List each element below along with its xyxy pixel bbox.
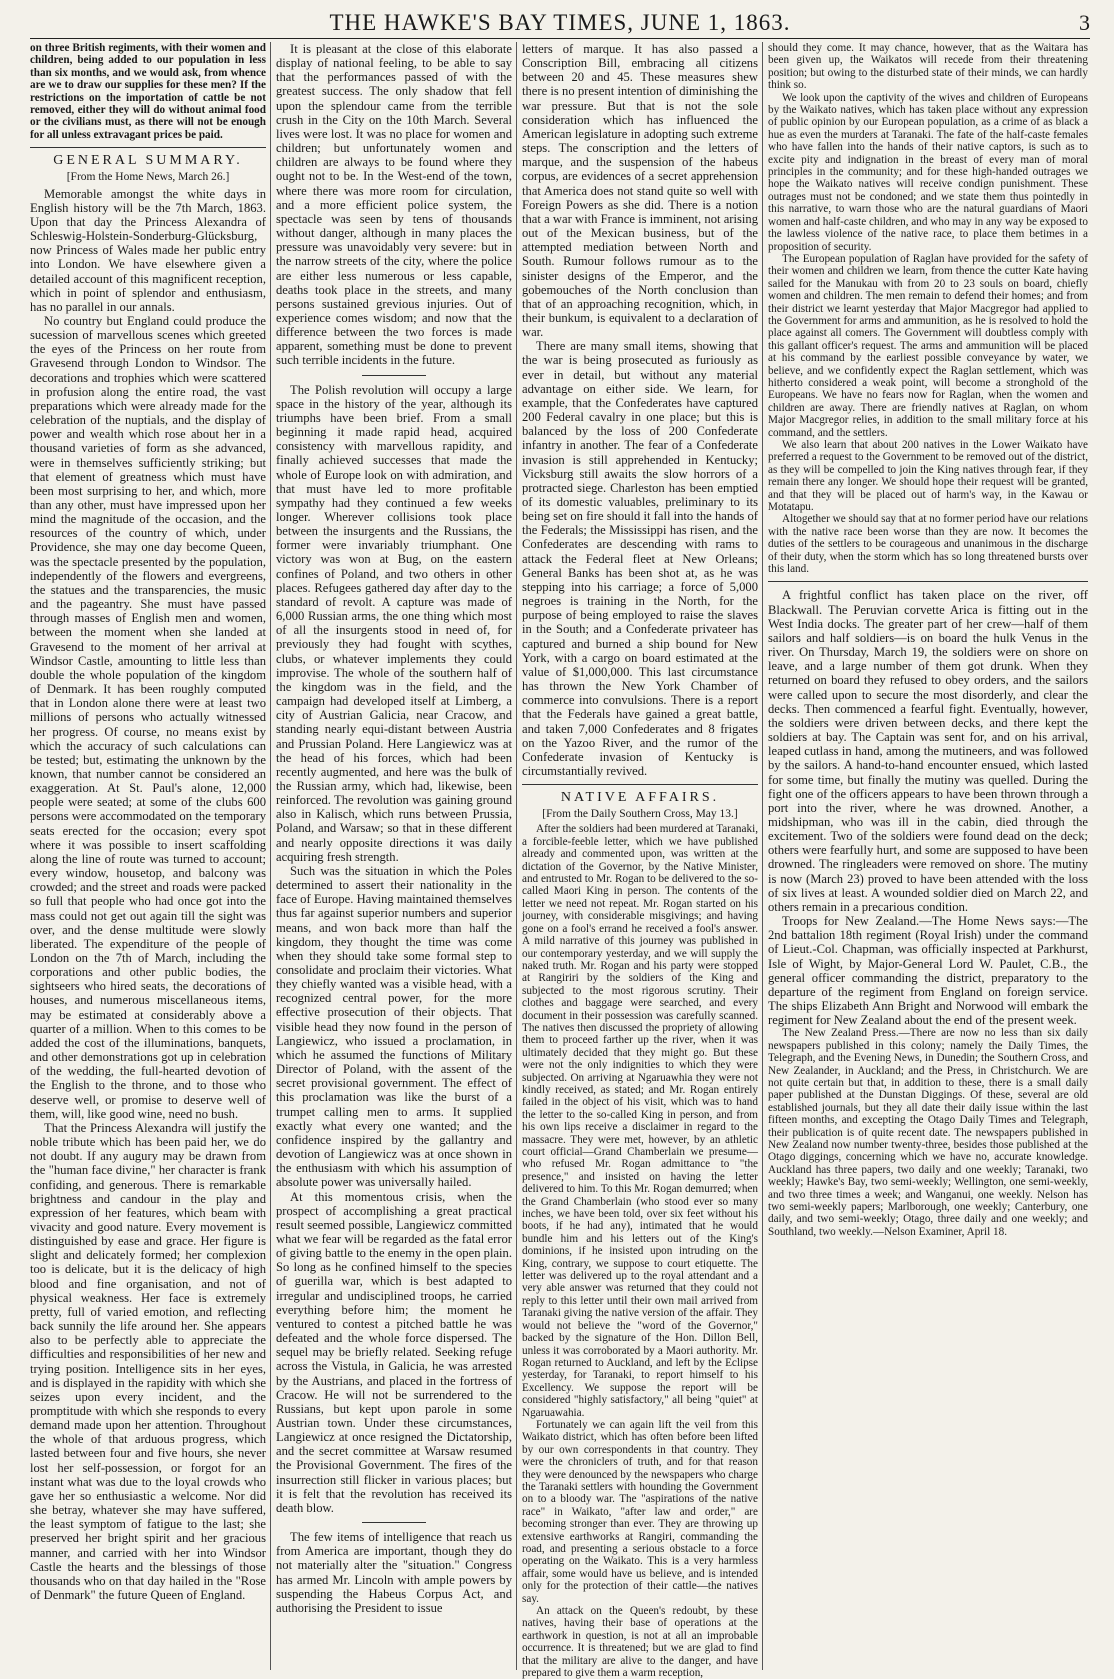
article-paragraph: We also learn that about 200 natives in the Lower Waikato have preferred a request to the Government to be removed out of the district, as they will be compelled to join the King natives through fear, if they remain there any longer. We should hope their request will be granted, and that they will be placed out of harm's way, in the Kawau or Motatapu.	[768, 439, 1088, 514]
section-divider	[30, 147, 266, 148]
article-paragraph: No country but England could produce the sucession of marvellous scenes which greeted the eyes of the Princess on her route from Gravesend through London to Windsor. The decorations and trophies which were scattered in profusion along the entire road, the vast preparations which were already made for the celebration of the nuptials, and the display of power and wealth which rose about her in a thousand varieties of form as she advanced, were in themselves sufficiently striking; but that element of greatness which must have been most surprising to her, and which, more than any other, must have impressed upon her mind the magnitude of the occasion, and the resources of the country of which, under Providence, she may one day become Queen, was the spectacle presented by the population, independently of the flowers and evergreens, the statues and the transparencies, the music and the pageantry. She must have passed through masses of English men and women, between the moment when she landed at Gravesend to the moment of her arrival at Windsor Castle, amounting to little less than double the whole population of the kingdom of Denmark. It has been roughly computed that in London alone there were at least two millions of persons who actually witnessed her progress. Of course, no means exist by which the accuracy of such calculations can be tested; but, estimating the unknown by the known, that number cannot be considered an exaggeration. At St. Paul's alone, 12,000 people were seated; at some of the clubs 600 persons were accommodated on the temporary seats erected for the occasion; every spot where it was possible to insert scaffolding along the line of route was turned to account; every window, housetop, and balcony was crowded; and the street and roads were packed so full that people who had once got into the mass could not get out again till the sight was over, and the dense multitude were slowly liberated. The expenditure of the people of London on the 7th of March, including the corporations and other public bodies, the sightseers who hired seats, the decorations of houses, and numerous miscellaneous items, may be estimated at considerably above a quarter of a million. When to this comes to be added the cost of the illuminations, banquets, and other demonstrations got up in celebration of the wedding, the full-hearted devotion of the English to the throne, and to those who deserve well, or promise to deserve well of them, will, like good wine, need no bush.	[30, 313, 266, 1121]
article-paragraph: The few items of intelligence that reach us from America are important, though they do not materially alter the "situation." Congress has armed Mr. Lincoln with ample powers by suspending the Habeus Corpus Act, and authorising the President to issue	[276, 1530, 512, 1615]
article-paragraph: Such was the situation in which the Poles determined to assert their nationality in the face of Europe. Having maintained themselves thus far against superior numbers and superior means, and won back more than half the kingdom, they thought the time was come when they should take some formal step to consolidate and proclaim their victories. What they chiefly wanted was a visible head, with a recognized central power, for the more effective prosecution of their objects. That visible head they now found in the person of Langiewicz, who issued a proclamation, in which he assumed the functions of Military Director of Poland, with the assent of the secret provisional government. The effect of this proclamation was like the burst of a trumpet calling men to arms. It supplied exactly what every one wanted; and the confidence inspired by the gallantry and devotion of Langiewicz was at once shown in the enthusiasm with which his assumption of absolute power was universally hailed.	[276, 863, 512, 1190]
source-line: [From the Home News, March 26.]	[66, 171, 230, 184]
article-paragraph: There are many small items, showing that the war is being prosecuted as furiously as ever in detail, but without any material advantage on either side. We learn, for example, that the Confederates have captured 200 Federal cavalry in one place; but this is balanced by the loss of 200 Confederate infantry in another. The fear of a Confederate invasion is still apprehended in Kentucky; Vicksburg still awaits the slow horrors of a protracted siege. Charleston has been emptied of its domestic valuables, preliminary to its being set on fire should it fall into the hands of the Federals; the Mississippi has risen, and the Confederates are descending with rams to attack the Federal fleet at New Orleans; General Banks has been shot at, as he was stepping into his carriage; a force of 5,000 negroes is training in the North, for the purpose of being employed to raise the slaves in the South; and a Confederate privateer has captured and burned a ship bound for New York, with a cargo on board estimated at the value of $1,000,000. This last circumstance has thrown the New York Chamber of commerce into convulsions. There is a report that the Federals have gained a great battle, and taken 7,000 Confederates and 8 frigates on the Yazoo River, and the rumor of the Confederate invasion of Kentucky is circumstantially revived.	[522, 339, 758, 778]
column-4	[768, 42, 1088, 1670]
column-1	[30, 42, 266, 1670]
column-rule	[516, 42, 517, 1670]
page-number: 3	[1079, 10, 1090, 35]
column-rule	[762, 42, 763, 1670]
article-paragraph: It is pleasant at the close of this elaborate display of national feeling, to be able to say that the performances passed of with the greatest success. The only shadow that fell upon the splendour came from the terrible crush in the City on the 10th March. Several lives were lost. It was no place for women and children; but unfortunately women and children are always to be found where they ought not to be. In the West-end of the town, where there was more room for circulation, and a more efficient police system, the spectacle was seen by tens of thousands without danger, although in many places the pressure was unavoidably very severe: but in the narrow streets of the city, where the police are either less numerous or less capable, deaths took place in the streets, and many persons sustained grevious injuries. Out of experience comes wisdom; and now that the difference between the two forces is made apparent, something must be done to prevent such terrible incidents in the future.	[276, 42, 512, 368]
lead-in-paragraph: on three British regiments, with their women and children, being added to our population in less than six months, and we would ask, from whence are we to draw our supplies for these men? If the restrictions on the importation of cattle be not removed, either they will do without animal food or the civilians must, as there will not be enough for all unless extravagant prices be paid.	[30, 42, 266, 141]
section-heading-native-affairs: NATIVE AFFAIRS.	[560, 790, 720, 806]
masthead	[30, 8, 1090, 39]
section-divider	[768, 581, 1088, 582]
article-paragraph: We look upon the captivity of the wives and children of Europeans by the Waikato natives, which has taken place without any expression of public opinion by our European population, as a crime of as black a hue as even the murders at Taranaki. The fate of the half-caste females who have fallen into the hands of their native captors, is such as to excite pity and indignation in the breast of every man of moral principles in the community; and for these high-handed outrages we hope the Waikato natives will receive condign punishment. These outrages must not be condoned; and we state them thus pointedly in this narrative, to warn those who are the natural guardians of Maori women and half-caste children, and who may in any way be exposed to the lawless violence of the native race, to place them betimes in a proposition of security.	[768, 91, 1088, 253]
article-paragraph: The European population of Raglan have provided for the safety of their women and children we learn, from thence the cutter Kate having sailed for the Manukau with from 20 to 23 souls on board, chiefly women and children. The men remain to defend their homes; and from their district we learnt yesterday that Major Macgregor had applied to the Government for arms and ammunition, as he is resolved to hold the place against all comers. The Government will doubtless comply with this gallant officer's request. The arms and ammunition will be placed at his command by the earliest possible conveyance by water, we believe, and we confidently expect the Raglan settlement, which was hitherto considered a weak point, will become a stronghold of the Europeans. We have no fears now for Raglan, when the women and children are away. There are friendly natives at Raglan, on whom Major Macgregor relies, in addition to the small military force at his command, and the settlers.	[768, 252, 1088, 439]
article-paragraph: That the Princess Alexandra will justify the noble tribute which has been paid her, we do not doubt. If any augury may be drawn from the "human face divine," her character is frank confiding, and generous. There is remarkable brightness and candour in the play and expression of her features, which beam with vivacity and good nature. Every movement is distinguished by ease and grace. Her figure is slight and delicately formed; her complexion too is delicate, but it is the delicacy of high blood and fine organisation, and not of physical weakness. Her face is extremely pretty, full of varied emotion, and reflecting back sunnily the life around her. She appears also to be perfectly able to appreciate the difficulties and responsibilities of her new and trying position. Intelligence sits in her eyes, and is displayed in the rapidity with which she seizes upon every incident, and the promptitude with which she responds to every demand made upon her attention. Throughout the whole of that arduous progress, which lasted between four and five hours, she never lost her self-possession, or forgot for an instant what was due to the loyal crowds who gave her so enthusiastic a welcome. Nor did she betray, whatever she may have suffered, the least symptom of fatigue to the last; she preserved her bright spirit and her gracious manner, and carried with her into Windsor Castle the hearts and the blessings of those thousands who on that day hailed in the "Rose of Denmark" the future Queen of England.	[30, 1120, 266, 1603]
article-paragraph: The Polish revolution will occupy a large space in the history of the year, although its triumphs have been brief. From a small beginning it made rapid head, acquired consistency with marvellous rapidity, and finally achieved successes that made the whole of Europe look on with admiration, and that must have led to more profitable sympathy had they continued a few weeks longer. Wherever collisions took place between the insurgents and the Russians, the former were invariably triumphant. One victory was won at Bug, on the eastern confines of Poland, and two others in other places. Refugees gathered day after day to the standard of revolt. A capture was made of 6,000 Russian arms, the one thing which most of all the insurgents stood in need of, for previously they had fought with scythes, clubs, or whatever implements they could improvise. The whole of the southern half of the kingdom was in the field, and the campaign had developed itself at Limberg, a city of Austrian Galicia, near Cracow, and standing nearly equi-distant between Austria and Prussian Poland. Here Langiewicz was at the head of his forces, which had been recently augmented, and here was the bulk of the Russian army, which had, likewise, been reinforced. The revolution was gaining ground also in Kalisch, which runs between Prussia, Poland, and Warsaw; so that in these different and nearly opposite directions it was daily acquiring fresh strength.	[276, 382, 512, 864]
article-paragraph: Troops for New Zealand.—The Home News says:—The 2nd battalion 18th regiment (Royal Irish) under the command of Lieut.-Col. Chapman, was officially inspected at Parkhurst, Isle of Wight, by Major-General Lord W. Paulet, C.B., the general officer commanding the district, preparatory to the departure of the regiment from England on foreign service. The ships Elizabeth Ann Bright and Norwood will embark the regiment for New Zealand about the end of the present week.	[768, 914, 1088, 1028]
article-paragraph: At this momentous crisis, when the prospect of accomplishing a great practical result seemed possible, Langiewicz committed what we fear will be regarded as the fatal error of giving battle to the enemy in the open plain. So long as he confined himself to the species of guerilla war, which is best adapted to irregular and undisciplined troops, he carried everything before him; the moment he ventured to contest a pitched battle he was defeated and the whole force dispersed. The sequel may be briefly related. Seeking refuge across the Vistula, in Galicia, he was arrested by the Austrians, and placed in the fortress of Cracow. He will not be surrendered to the Russians, but kept upon parole in some Austrian town. Under these circumstances, Langiewicz at once resigned the Dictatorship, and the secret committee at Warsaw resumed the Provisional Government. The fires of the insurrection still flicker in various places; but it is felt that the revolution has received its death blow.	[276, 1189, 512, 1515]
article-paragraph: Fortunately we can again lift the veil from this Waikato district, which has often before been lifted by our own correspondents in that country. They were the chroniclers of truth, and for that reason they were denounced by the newspapers who charge the Taranaki settlers with hounding the Government on to a bloody war. The "aspirations of the native race" in Waikato, "after law and order," are becoming stronger than ever. They are throwing up extensive earthworks at Rangiri, commanding the road, and presenting a serious obstacle to a force operating on the Waikato. This is a very harmless affair, some would have us believe, and is intended only for the protection of their cattle—the natives say.	[522, 1418, 758, 1605]
section-heading-general-summary: GENERAL SUMMARY.	[53, 153, 243, 169]
article-paragraph: Memorable amongst the white days in English history will be the 7th March, 1863. Upon that day the Princess Alexandra of Schleswig-Holstein-Sonderburg-Glücksburg, now Princess of Wales made her public entry into London. We have elsewhere given a detailed account of this magnificent reception, which in point of splendor and enthusiasm, has no parallel in our annals.	[30, 186, 266, 314]
newspaper-title: THE HAWKE'S BAY TIMES, JUNE 1, 1863.	[329, 10, 791, 35]
article-paragraph: letters of marque. It has also passed a Conscription Bill, embracing all citizens between 20 and 45. These measures shew there is no present intention of diminishing the war pressure. But that is not the sole consideration which has influenced the American legislature in adopting such extreme steps. The conscription and the letters of marque, and the suspension of the habeus corpus, are evidences of a secret apprehension that America does not stand quite so well with Foreign Powers as she did. There is a notion that a war with France is imminent, not arising out of the Mexican business, but of the attempted mediation between North and South. Rumour follows rumour as to the sinister designs of the Emperor, and the gobemouches of the North conclusion than that of an approaching recognition, which, in their bunkum, is equivalent to a declaration of war.	[522, 42, 758, 340]
short-divider	[362, 1522, 426, 1523]
section-divider	[522, 784, 758, 785]
column-3	[522, 42, 758, 1679]
column-2	[276, 42, 512, 1670]
article-paragraph: should they come. It may chance, however, that as the Waitara has been given up, the Waikatos will recede from their threatening position; but owing to the disturbed state of their minds, we can hardly think so.	[768, 42, 1088, 92]
article-paragraph: An attack on the Queen's redoubt, by these natives, having their base of operations at the earthwork in question, is not at all an improbable occurrence. It is threatened; but we are glad to find that the military are alive to the danger, and have prepared to give them a warm reception,	[522, 1605, 758, 1679]
source-line: [From the Daily Southern Cross, May 13.]	[542, 808, 738, 821]
article-paragraph: The New Zealand Press.—There are now no less than six daily newspapers published in this colony; namely the Daily Times, the Telegraph, and the Evening News, in Dunedin; the Southern Cross, and New Zealander, in Auckland; and the Press, in Christchurch. We are not quite certain but that, in addition to these, there is a small daily paper published at the Dunstan Diggings. Of these, several are old established journals, but they all date their daily issue within the last fifteen months, and excepting the Otago Daily Times and Telegraph, their publication is of quite recent date. The newspapers published in New Zealand now number twenty-three, besides those published at the Otago diggings, concerning which we have no, accurate knowledge. Auckland has three papers, two daily and one weekly; Taranaki, two weekly; Hawke's Bay, two semi-weekly; Wellington, one semi-weekly, and two three times a week; and Wanganui, one weekly. Nelson has two semi-weekly papers; Marlborough, one weekly; Canterbury, one daily, and two semi-weekly; Otago, three daily and one weekly; and Southland, two weekly.—Nelson Examiner, April 18.	[768, 1027, 1088, 1238]
article-paragraph: After the soldiers had been murdered at Taranaki, a forcible-feeble letter, which we have published already and commented upon, was written at the dictation of the Governor, by the Native Minister, and entrusted to Mr. Rogan to be delivered to the so-called Maori King in person. The contents of the letter we need not repeat. Mr. Rogan started on his journey, with considerable misgivings; and having gone on a fool's errand he received a fool's answer. A mild narrative of this journey was published in our contemporary yesterday, and we will supply the naked truth. Mr. Rogan and his party were stopped at Rangiriri by the soldiers of the King and subjected to the most rigorous scrutiny. Their clothes and baggage were searched, and every document in their possession was carefully scanned. The natives then discussed the propriety of allowing them to proceed farther up the river, when it was ultimately decided that they might go. But these were not the only indignities to which they were subjected. On arriving at Ngaruawhia they were not kindly received, as stated; and Mr. Rogan entirely failed in the object of his visit, which was to hand the letter to the so-called King in person, and from his own lips receive a disclaimer in regard to the massacre. They were met, however, by an athletic court official—Grand Chamberlain we presume—who refused Mr. Rogan admittance to "the presence," and insisted on having the letter delivered to him. To this Mr. Rogan demurred; when the Grand Chamberlain (who stood ever so many inches, we have been told, over six feet without his boots, if he had any), intimated that he would bundle him and his letters out of the King's dominions, if he insisted upon intruding on the King, contrary, we suppose to court etiquette. The letter was delivered up to the royal attendant and a very able answer was returned that they could not reply to this letter until their own mail arrived from Taranaki giving the native version of the affair. They would not believe the "word of the Governor," backed by the signature of the Hon. Dillon Bell, unless it was corroborated by a Maori authority. Mr. Rogan returned to Auckland, and left by the Eclipse yesterday, for Taranaki, to report himself to his Excellency. We suppose the report will be considered "highly satisfactory," all being "quiet" at Ngaruawahia.	[522, 823, 758, 1419]
article-paragraph: A frightful conflict has taken place on the river, off Blackwall. The Peruvian corvette Arica is fitting out in the West India docks. The greater part of her crew—half of them sailors and half soldiers—is on board the hulk Venus in the river. On Thursday, March 19, the soldiers were on shore on leave, and a large number of them got drunk. When they returned on board they refused to obey orders, and the sailors were called upon to secure the most disorderly, and clear the decks. Then commenced a fearful fight. Eventually, however, the soldiers were driven between decks, and there kept the soldiers at bay. The Captain was sent for, and on his arrival, leaped cutlass in hand, among the mutineers, and was followed by the sailors. A hand-to-hand encounter ensued, which lasted for some time, but finally the mutiny was quelled. During the fight one of the officers appears to have been thrown through a port into the river, where he was drowned. Another, a midshipman, who was ill in the cabin, died through the excitement. Two of the soldiers were found dead on the deck; others were fearfully hurt, and some are supposed to have been drowned. The ringleaders were removed on shore. The mutiny is now (March 23) proved to have been attended with the loss of six lives at least. A wounded soldier died on March 22, and others remain in a precarious condition.	[768, 588, 1088, 914]
short-divider	[362, 375, 426, 376]
article-paragraph: Altogether we should say that at no former period have our relations with the native race been worse than they are now. It becomes the duties of the settlers to be courageous and unanimous in the discharge of their duty, when the storm which has so long threatened bursts over this land.	[768, 513, 1089, 576]
column-rule	[270, 42, 271, 1670]
